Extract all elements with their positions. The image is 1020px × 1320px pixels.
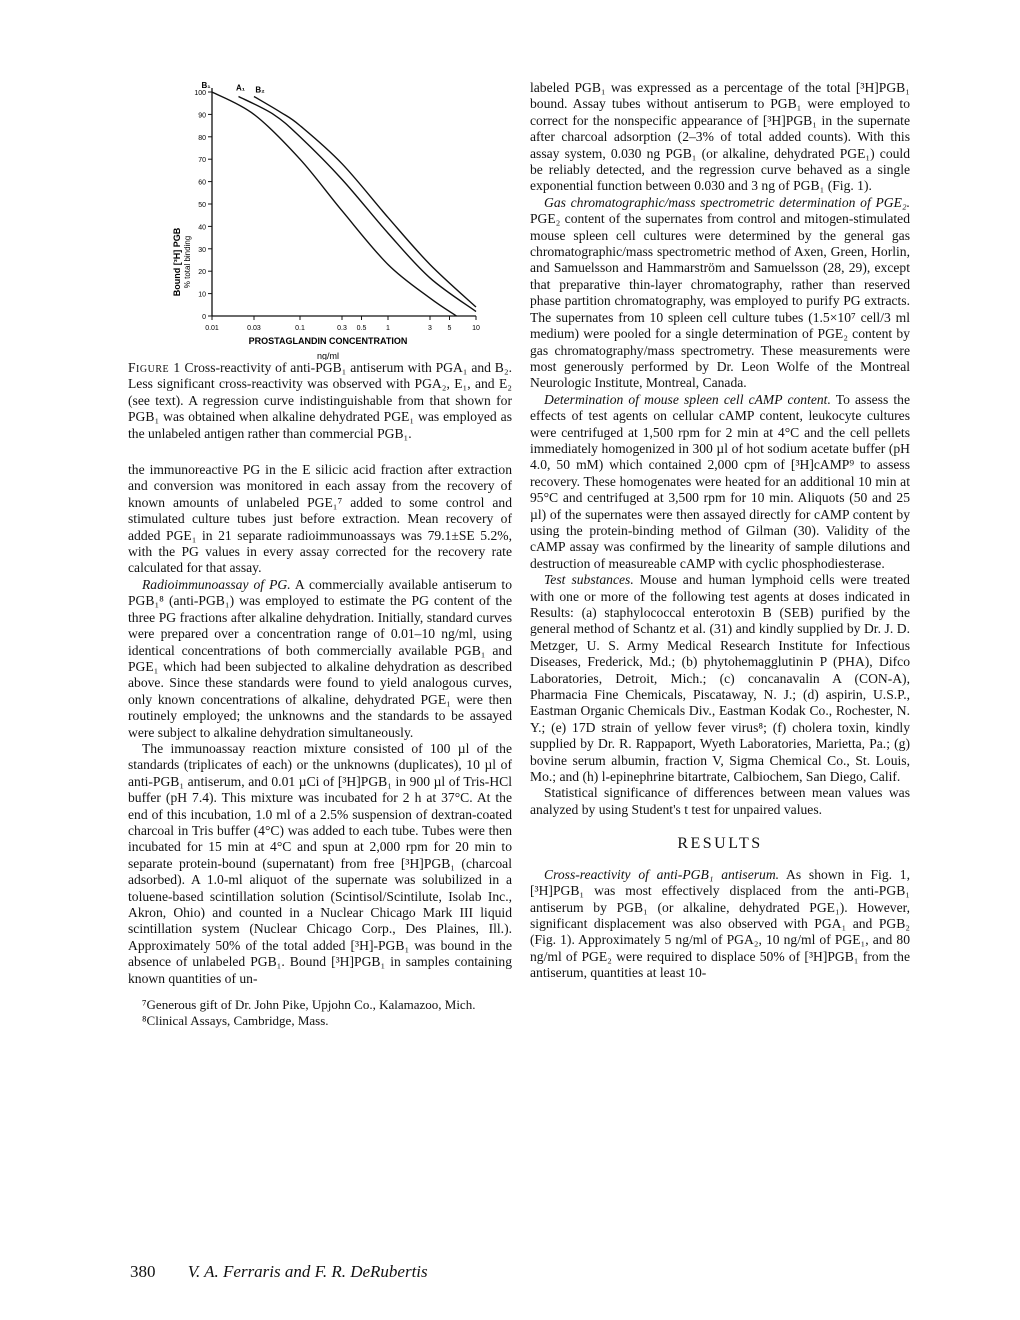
y-tick-label: 80 xyxy=(198,134,206,142)
right-paragraph-3-heading: Determination of mouse spleen cell cAMP content. xyxy=(544,391,831,407)
curve-label-3: B₂ xyxy=(255,85,265,95)
right-paragraph-3-body: To assess the effects of test agents on cellular cAMP content, leukocyte cultures were centrifuged at 1,500 rpm for 2 min at 4°C and the cell pellets immediately homogenized in 300 µl of hot sodium acetate buffer (pH 4.0, 50 mM) which contained 2,000 cpm of [³H]cAMP⁹ to assess recovery. These homogenates were heated for an additional 10 min at 95°C and centrifuged at 3,500 rpm for 10 min. Aliquots (50 and 25 µl) of the supernates were then assayed directly for cAMP content by using the protein-binding method of Gilman (30). Validity of the cAMP assay was confirmed by the linearity of sample dilutions and destruction of measureable cAMP with cyclic phosphodiesterase. xyxy=(530,391,910,571)
caption-label: Figure 1 xyxy=(128,360,181,375)
y-axis-label: Bound [³H] PGB xyxy=(172,227,182,297)
page-footer xyxy=(130,1262,428,1282)
curve-3 xyxy=(254,96,476,307)
right-paragraph-6-heading: Cross-reactivity of anti-PGB₁ antiserum. xyxy=(544,866,780,882)
right-paragraph-6 xyxy=(530,867,910,982)
x-tick-label: 0.01 xyxy=(205,325,219,332)
y-tick-label: 10 xyxy=(198,291,206,299)
y-tick-label: 50 xyxy=(198,202,206,209)
footnote-7: ⁷Generous gift of Dr. John Pike, Upjohn Co., Kalamazoo, Mich. xyxy=(142,997,476,1013)
right-paragraph-6-body: As shown in Fig. 1, [³H]PGB₁ was most effectively displaced from the anti-PGB₁ antiserum by PGB₁ (or alkaline, dehydrated PGE₁). However, significant displacement was also observed with PGA₁ and PGB₂ (Fig. 1). Approximately 5 ng/ml of PGA₂, 10 ng/ml of PGE₁, and 80 ng/ml of PGE₂ were required to displace 50% of [³H]PGB₁ from the antiserum, quantities at least 10- xyxy=(530,866,910,981)
right-paragraph-4-body: Mouse and human lymphoid cells were treated with one or more of the following test agents at doses indicated in Results: (a) staphylococcal enterotoxin B (SEB) purified by the general method of Schantz et al. (31) and kindly supplied by Dr. J. D. Metzger, U. S. Army Medical Research Institute for Infectious Diseases, Frederick, Md.; (b) phytohemagglutinin P (PHA), Difco Laboratories, Detroit, Mich.; (c) concanavalin A (CON-A), Pharmacia Fine Chemicals, Piscataway, N. J.; (d) aspirin, U.S.P., Eastman Organic Chemicals Div., Eastman Kodak Co., Rochester, N. Y.; (e) 17D strain of yellow fever virus⁸; (f) cholera toxin, kindly supplied by Dr. R. Rappaport, Wyeth Laboratories, Marietta, Pa.; (g) bovine serum albumin, fraction V, Sigma Chemical Co., St. Louis, Mo.; and (h) l-epinephrine bitartrate, Calbiochem, San Diego, Calif. xyxy=(530,572,910,785)
x-tick-label: 3 xyxy=(428,325,432,332)
caption-text: Cross-reactivity of anti-PGB₁ antiserum with PGA₁ and B₂. Less significant cross-reactivity was observed with PGA₂, E₁, and E₂ (see text). A regression curve indistinguishable from that shown for PGB₁ was obtained when alkaline dehydrated PGE₁ was employed as the unlabeled antigen rather than commercial PGB₁. xyxy=(128,360,512,441)
running-authors: V. A. Ferraris and F. R. DeRubertis xyxy=(187,1262,428,1281)
left-column xyxy=(128,80,512,1028)
page-number: 380 xyxy=(130,1262,156,1281)
y-tick-label: 40 xyxy=(198,224,206,232)
x-tick-label: 0.03 xyxy=(247,325,261,332)
x-tick-label: 10 xyxy=(472,325,480,332)
left-paragraph-2-heading: Radioimmunoassay of PG. xyxy=(142,576,291,592)
figure-caption xyxy=(128,360,512,442)
right-paragraph-4-heading: Test substances. xyxy=(544,572,634,588)
x-axis-title: PROSTAGLANDIN CONCENTRATION xyxy=(248,336,408,346)
y-tick-label: 100 xyxy=(194,90,206,97)
curve-2 xyxy=(238,96,476,311)
right-paragraph-2-body: PGE₂ content of the supernates from control and mitogen-stimulated mouse spleen cell cultures were determined by the general gas chromatographic/mass spectrometric method of Axen, Green, Horlin, and Samuelsson and Hammarström and Samuelsson (28, 29), except that preparative thin-layer chromatography, rather than reserved phase partition chromatography, was employed to purify PG extracts. The supernates from 10 spleen cell culture tubes (1.5×10⁷ cell/3 ml medium) were pooled for a single determination of PGE₂ content by gas chromatography/mass spectrometry. These measurements were most generously performed by Dr. Leon Wolfe of the Montreal Neurologic Institute, Montreal, Canada. xyxy=(530,211,910,391)
right-paragraph-3 xyxy=(530,392,910,572)
y-tick-label: 90 xyxy=(198,112,206,120)
x-tick-label: 1 xyxy=(386,325,390,332)
left-paragraph-2-body: A commercially available antiserum to PGB₁⁸ (anti-PGB₁) was employed to estimate the PG content of the three PG fractions after alkaline dehydration. Initially, standard curves were prepared over a concentration range of 0.01–10 ng/ml, using identical concentrations of both commercially available PGB₁ and PGE₁ which had been subjected to alkaline dehydration as described above. Since these standards were found to yield analogous curves, only known concentrations of alkaline, dehydrated PGE₁ were then routinely employed; the unknowns and the standards to be assayed were subject to alkaline dehydration simultaneously. xyxy=(128,576,513,740)
results-heading: RESULTS xyxy=(677,835,763,853)
figure-1-chart xyxy=(128,80,512,360)
x-tick-label: 5 xyxy=(447,325,452,332)
figure-1 xyxy=(128,80,512,360)
footnote-8: ⁸Clinical Assays, Cambridge, Mass. xyxy=(142,1012,329,1028)
right-column xyxy=(530,80,910,982)
x-tick-label: 0.5 xyxy=(356,325,367,332)
right-paragraph-1: labeled PGB₁ was expressed as a percentage of the total [³H]PGB₁ bound. Assay tubes without antiserum to PGB₁ were employed to correct for the nonspecific appearance of [³H]PGB₁ in the supernate after charcoal adsorption (2–3% of total added counts). With this assay system, 0.030 ng PGB₁ (or alkaline, dehydrated PGE₁) could be reliably detected, and the regression curve behaved as a single exponential function between 0.030 and 3 ng of PGB₁ (Fig. 1). xyxy=(530,80,910,194)
left-paragraph-3: The immunoassay reaction mixture consisted of 100 µl of the standards (triplicates of each) or the unknowns (duplicates), 10 µl of anti-PGB₁ antiserum, and 0.01 µCi of [³H]PGB₁ in 900 µl of Tris-HCl buffer (pH 7.4). This mixture was incubated for 2 h at 37°C. At the end of this incubation, 1.0 ml of a 2.5% suspension of dextran-coated charcoal in Tris buffer (4°C) was added to each tube. Tubes were then incubated for 15 min at 4°C and spun at 2,000 rpm for 20 min to separate protein-bound (supernatant) from free [³H]PGB₁ (charcoal adsorbed). A 1.0-ml aliquot of the supernate was solubilized in a toluene-based scintillation solution (Scintisol/Scintilute, Isolab Inc., Akron, Ohio) and counted in a Nuclear Chicago Mark III liquid scintillation system (Nuclear Chicago Corp., Des Plaines, Ill.). Approximately 50% of the total added [³H]-PGB₁ was bound in the absence of unlabeled PGB₁. Bound [³H]PGB₁ in samples containing known quantities of un- xyxy=(128,740,512,986)
right-paragraph-5: Statistical significance of differences between mean values was analyzed by using Student's t test for unpaired values. xyxy=(530,785,910,817)
right-paragraph-2 xyxy=(530,195,910,392)
curve-label-2: A₁ xyxy=(235,83,246,93)
y-tick-label: 20 xyxy=(198,269,206,277)
curve-label-1: B₁ xyxy=(201,81,211,90)
y-tick-label: 60 xyxy=(198,179,206,187)
x-tick-label: 0.1 xyxy=(295,325,305,332)
y-tick-label: 0 xyxy=(202,314,206,321)
y-tick-label: 70 xyxy=(198,157,206,165)
left-paragraph-1: the immunoreactive PG in the E silicic acid fraction after extraction and conversion was monitored in each assay from the recovery of known amounts of unlabeled PGE₁⁷ added to some control and stimulated culture tubes just before extraction. Mean recovery of added PGE₁ in 21 separate radioimmunoassays was 79.1±SE 5.2%, with the PG values in every assay corrected for the recovery rate calculated for that assay. xyxy=(128,462,512,576)
y-axis-sublabel: % total binding xyxy=(183,235,192,289)
y-tick-label: 30 xyxy=(198,246,206,254)
right-paragraph-4 xyxy=(530,572,910,785)
x-axis-unit: ng/ml xyxy=(316,351,340,360)
left-paragraph-2 xyxy=(128,577,512,741)
right-paragraph-2-heading: Gas chromatographic/mass spectrometric determination of PGE₂. xyxy=(544,194,910,210)
x-tick-label: 0.3 xyxy=(337,325,347,332)
footnotes xyxy=(128,997,512,1028)
curve-1 xyxy=(212,92,456,316)
